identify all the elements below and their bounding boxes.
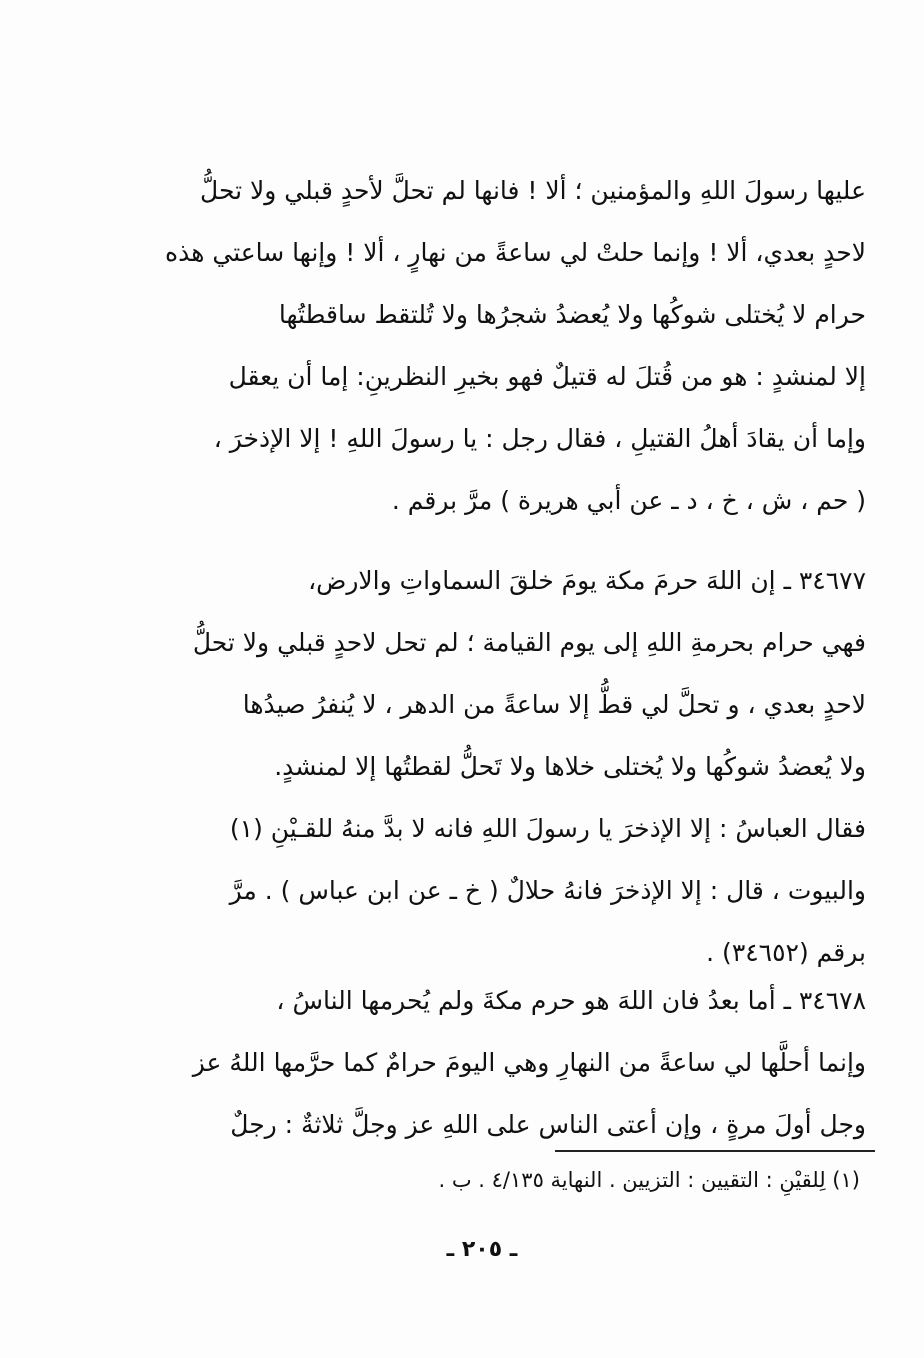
text-line: فهي حرام بحرمةِ اللهِ إلى يوم القيامة ؛ لم تحل لاحدٍ قبلي ولا تحلُّ bbox=[192, 628, 866, 657]
text-line: وإنما أحلَّها لي ساعةً من النهارِ وهي اليومَ حرامٌ كما حرَّمها اللهُ عز bbox=[192, 1048, 866, 1077]
text-line: ولا يُعضدُ شوكُها ولا يُختلى خلاها ولا تَحلُّ لقطتُها إلا لمنشدٍ. bbox=[274, 752, 866, 781]
text-line: لاحدٍ بعدي ، و تحلَّ لي قطُّ إلا ساعةً من الدهر ، لا يُنفرُ صيدُها bbox=[242, 690, 866, 719]
page-number: ـ ٢٠٥ ـ bbox=[446, 1237, 518, 1262]
text-line: إلا لمنشدٍ : هو من قُتلَ له قتيلٌ فهو بخيرِ النظرينِ: إما أن يعقل bbox=[228, 362, 866, 391]
text-line: ٣٤٦٧٨ ـ أما بعدُ فان اللهَ هو حرم مكةَ ولم يُحرمها الناسُ ، bbox=[276, 986, 866, 1015]
text-line: ( حم ، ش ، خ ، د ـ عن أبي هريرة ) مرَّ برقم . bbox=[391, 486, 866, 515]
text-line: ٣٤٦٧٧ ـ إن اللهَ حرمَ مكة يومَ خلقَ السماواتِ والارض، bbox=[308, 566, 866, 595]
text-line: وإما أن يقادَ أهلُ القتيلِ ، فقال رجل : يا رسولَ اللهِ ! إلا الإذخرَ ، bbox=[213, 424, 866, 453]
text-line: وجل أولَ مرةٍ ، وإن أعتى الناس على اللهِ عز وجلَّ ثلاثةٌ : رجلٌ bbox=[230, 1110, 866, 1139]
text-line: عليها رسولَ اللهِ والمؤمنين ؛ ألا ! فانها لم تحلَّ لأحدٍ قبلي ولا تحلُّ bbox=[200, 176, 866, 205]
text-line: فقال العباسُ : إلا الإذخرَ يا رسولَ اللهِ فانه لا بدَّ منهُ للقـيْنِ (١) bbox=[229, 814, 866, 843]
text-line: والبيوت ، قال : إلا الإذخرَ فانهُ حلالٌ ( خ ـ عن ابن عباس ) . مرَّ bbox=[229, 876, 866, 905]
text-line: برقم (٣٤٦٥٢) . bbox=[706, 938, 866, 967]
text-line: لاحدٍ بعدي، ألا ! وإنما حلتْ لي ساعةً من نهارٍ ، ألا ! وإنها ساعتي هذه bbox=[165, 238, 866, 267]
paragraph-3 bbox=[150, 970, 866, 1156]
paragraph-2 bbox=[150, 550, 866, 984]
footnote: (١) لِلقيْنِ : التقيين : التزيين . النهاية ٤/١٣٥ . ب . bbox=[438, 1168, 860, 1192]
text-line: حرام لا يُختلى شوكُها ولا يُعضدُ شجرُها ولا تُلتقط ساقطتُها bbox=[278, 300, 866, 329]
paragraph-1 bbox=[150, 160, 866, 532]
footnote-divider bbox=[555, 1150, 875, 1152]
